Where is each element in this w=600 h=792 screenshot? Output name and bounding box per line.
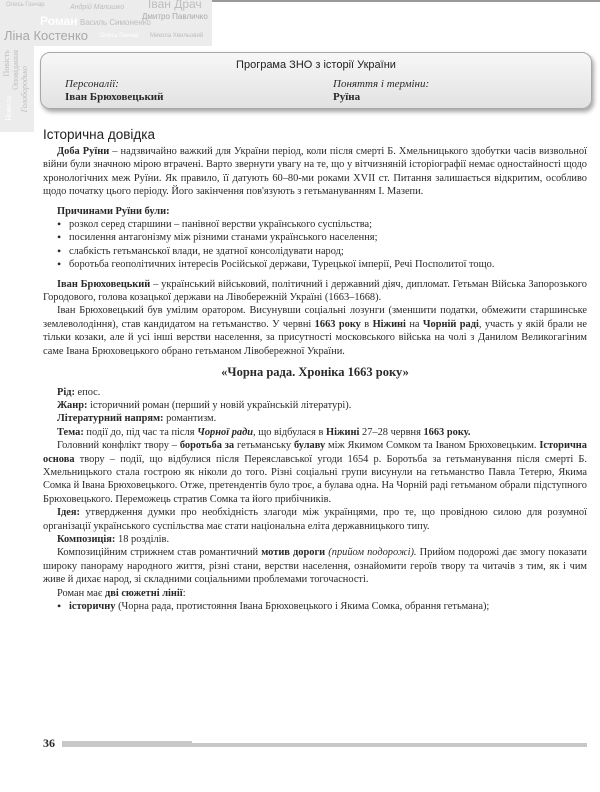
text-run: між Якимом Сомком та Іваном Брюховецьким. xyxy=(325,440,540,452)
terms-label: Поняття і терміни: xyxy=(333,78,430,90)
personalities-label: Персоналії: xyxy=(65,78,119,90)
emphasized-text: історичну xyxy=(69,601,116,612)
genres-word-cloud xyxy=(0,46,34,132)
section-heading: Історична довідка xyxy=(43,127,155,142)
text-run: 18 розділів. xyxy=(115,533,170,545)
text-run: 27–28 червня xyxy=(359,426,424,438)
line-tema xyxy=(43,426,587,439)
text-run: історичний роман (перший у новій українській літературі). xyxy=(87,399,352,411)
list-item: • боротьба геополітичних інтересів Російської держави, Турецької імперії, Речі Посполитої тощо. xyxy=(57,258,587,271)
terms-value: Руїна xyxy=(333,91,361,103)
line-rid xyxy=(43,386,587,399)
text-run: епос. xyxy=(74,386,101,398)
line-zhanr xyxy=(43,399,587,412)
personalities xyxy=(65,78,163,104)
emphasized-text: Рід: xyxy=(57,386,75,398)
text-run: Іван Брюховецький був умілим оратором. Висунувши соціальні лозунги (зменшити податки, обмежити старшинське землеволодіння), став кандидатом на гетьманство. У червні xyxy=(43,305,587,330)
box-title: Програма ЗНО з історії України xyxy=(236,59,396,71)
text-run: в xyxy=(360,318,373,330)
terms xyxy=(333,78,429,104)
emphasized-text: боротьба за xyxy=(179,440,235,452)
deco-genre: Повість xyxy=(2,50,11,77)
footer-bar xyxy=(62,741,192,747)
deco-name: Дмитро Павличко xyxy=(142,12,208,21)
plot-lines-list xyxy=(43,600,587,613)
emphasized-text: Ніжині xyxy=(326,426,360,438)
main-text xyxy=(43,145,587,613)
causes-title: Причинами Руїни були: xyxy=(57,205,170,217)
list-item xyxy=(57,600,587,613)
page-number: 36 xyxy=(43,736,55,750)
emphasized-text: дві сюжетні лінії xyxy=(104,587,183,599)
line-plot-lines xyxy=(43,587,587,600)
text-run: (Чорна рада, протистояння Івана Брюховецького і Якима Сомка, обрання гетьмана); xyxy=(115,601,490,612)
paragraph-ruin xyxy=(43,145,587,199)
deco-name: Олесь Гончар xyxy=(6,2,45,8)
emphasized-text: Літературний напрям: xyxy=(57,413,164,425)
text-run: Композиційним стрижнем став романтичний xyxy=(57,547,262,559)
paragraph-orator xyxy=(43,304,587,358)
emphasized-text: Історична основа xyxy=(43,440,587,465)
deco-genre: Новела xyxy=(4,96,13,121)
emphasized-text: булаву xyxy=(293,440,326,452)
deco-name: Андрій Малишко xyxy=(70,4,125,11)
text-run: Прийом подорожі дає змогу показати широку панораму народного життя, різні стани, верстви населення, ознайомити героїв твору та читачів з тим, як і чим живе й дихає народ, зі складними соціальними проблемами тогочасності. xyxy=(43,547,587,586)
emphasized-text: 1663 року. xyxy=(423,426,471,438)
deco-genre: Голобородько xyxy=(20,66,29,113)
text-run: Головний конфлікт твору – xyxy=(57,440,180,452)
emphasized-text: Чорної ради xyxy=(197,426,254,438)
text-run: романтизм. xyxy=(163,413,217,425)
emphasized-text: Жанр: xyxy=(57,399,88,411)
text-run: події до, під час та після xyxy=(83,426,198,438)
paragraph-idea xyxy=(43,506,587,533)
emphasized-text: 1663 року xyxy=(314,318,361,330)
work-title: «Чорна рада. Хроніка 1663 року» xyxy=(221,365,409,380)
emphasized-text: Тема: xyxy=(57,426,84,438)
text-run: утвердження думки про необхідність злагоди між українцями, про те, що провідною силою для розумної організації українського суспільства має стати національна еліта державницького типу. xyxy=(43,507,587,532)
list-item: • слабкість гетьманської влади, не здатної консолідувати народ; xyxy=(57,245,587,258)
emphasized-text: (прийом подорожі). xyxy=(325,547,417,559)
emphasized-text: Ідея: xyxy=(57,507,80,519)
deco-name: Микола Хвильовий xyxy=(150,33,204,39)
deco-name: Роман xyxy=(40,14,78,28)
text-run: на xyxy=(405,318,423,330)
list-item: • посилення антагонізму між різними станами українського населення; xyxy=(57,231,587,244)
emphasized-text: Доба Руїни xyxy=(57,146,110,157)
emphasized-text: Композиція: xyxy=(57,533,116,545)
footer-rule xyxy=(192,743,587,747)
text-run: , що відбулася в xyxy=(253,426,327,438)
exam-program-box xyxy=(40,52,592,109)
paragraph-bryukhovetsky xyxy=(43,278,587,305)
paragraph-conflict xyxy=(43,439,587,506)
page-footer xyxy=(43,736,587,750)
line-composition xyxy=(43,533,587,546)
deco-genre: Оповідання xyxy=(11,50,20,90)
causes-list xyxy=(43,218,587,272)
line-napriam xyxy=(43,412,587,425)
authors-word-cloud xyxy=(0,0,212,46)
text-run: – український військовий, політичний і державний діяч, дипломат. Гетьман Війська Запорозького Городового, голова козацької держави на Лівобережній Україні (1663–1668). xyxy=(43,278,587,304)
emphasized-text: Іван Брюховецький xyxy=(57,278,151,290)
emphasized-text: мотив дороги xyxy=(261,547,326,559)
text-run: Роман має xyxy=(57,587,105,599)
personalities-value: Іван Брюховецький xyxy=(65,91,164,103)
text-run: твору – події, що відбулися після Переяславської угоди 1654 р. Боротьба за гетьманування після смерті Б. Хмельницького стала гострою як ніколи до того. Різні соціальні групи висунули на гетьманство Павла Тетерю, Якима Сомка й Івана Брюховецького. Отже, претендентів було троє, а булава одна. На Чорній раді гетьманом обрали підступного Брюховецького. Переможець стратив Сомка та його прибічників. xyxy=(43,453,587,505)
top-rule xyxy=(212,0,600,2)
deco-name: Олесь Гончар xyxy=(100,33,139,39)
text-run: – надзвичайно важкий для України період, коли після смерті Б. Хмельницького здобутки часів визвольної війни були значною мірою втрачені. Варто звернути увагу на те, що у вітчизняній історіографії немає одностайності щодо хронологічних меж Руїни. Як правило, її датують 60–80-ми роками XVII ст. Питання залишається відкритим, особливо щодо початку цього періоду. Його закінчення пов'язують з гетьмануванням І. Мазепи. xyxy=(43,146,587,198)
text-run: : xyxy=(182,587,186,599)
deco-name: Василь Симоненко xyxy=(80,18,151,27)
emphasized-text: Ніжині xyxy=(372,318,406,330)
text-run: гетьманську xyxy=(234,440,294,452)
emphasized-text: Чорній раді xyxy=(422,318,479,330)
text-run: , участь у якій брали не тільки козаки, але й усі інші верстви населення, за присутності московського війська на чолі з Данилом Великогагіним саме Івана Брюховецького обрано гетьманом Лівобережної України. xyxy=(43,318,587,357)
deco-name: Ліна Костенко xyxy=(4,28,89,43)
paragraph-road-motif xyxy=(43,546,587,586)
list-item: • розкол серед старшини – панівної верстви українського суспільства; xyxy=(57,218,587,231)
deco-name: Іван Драч xyxy=(148,0,202,11)
